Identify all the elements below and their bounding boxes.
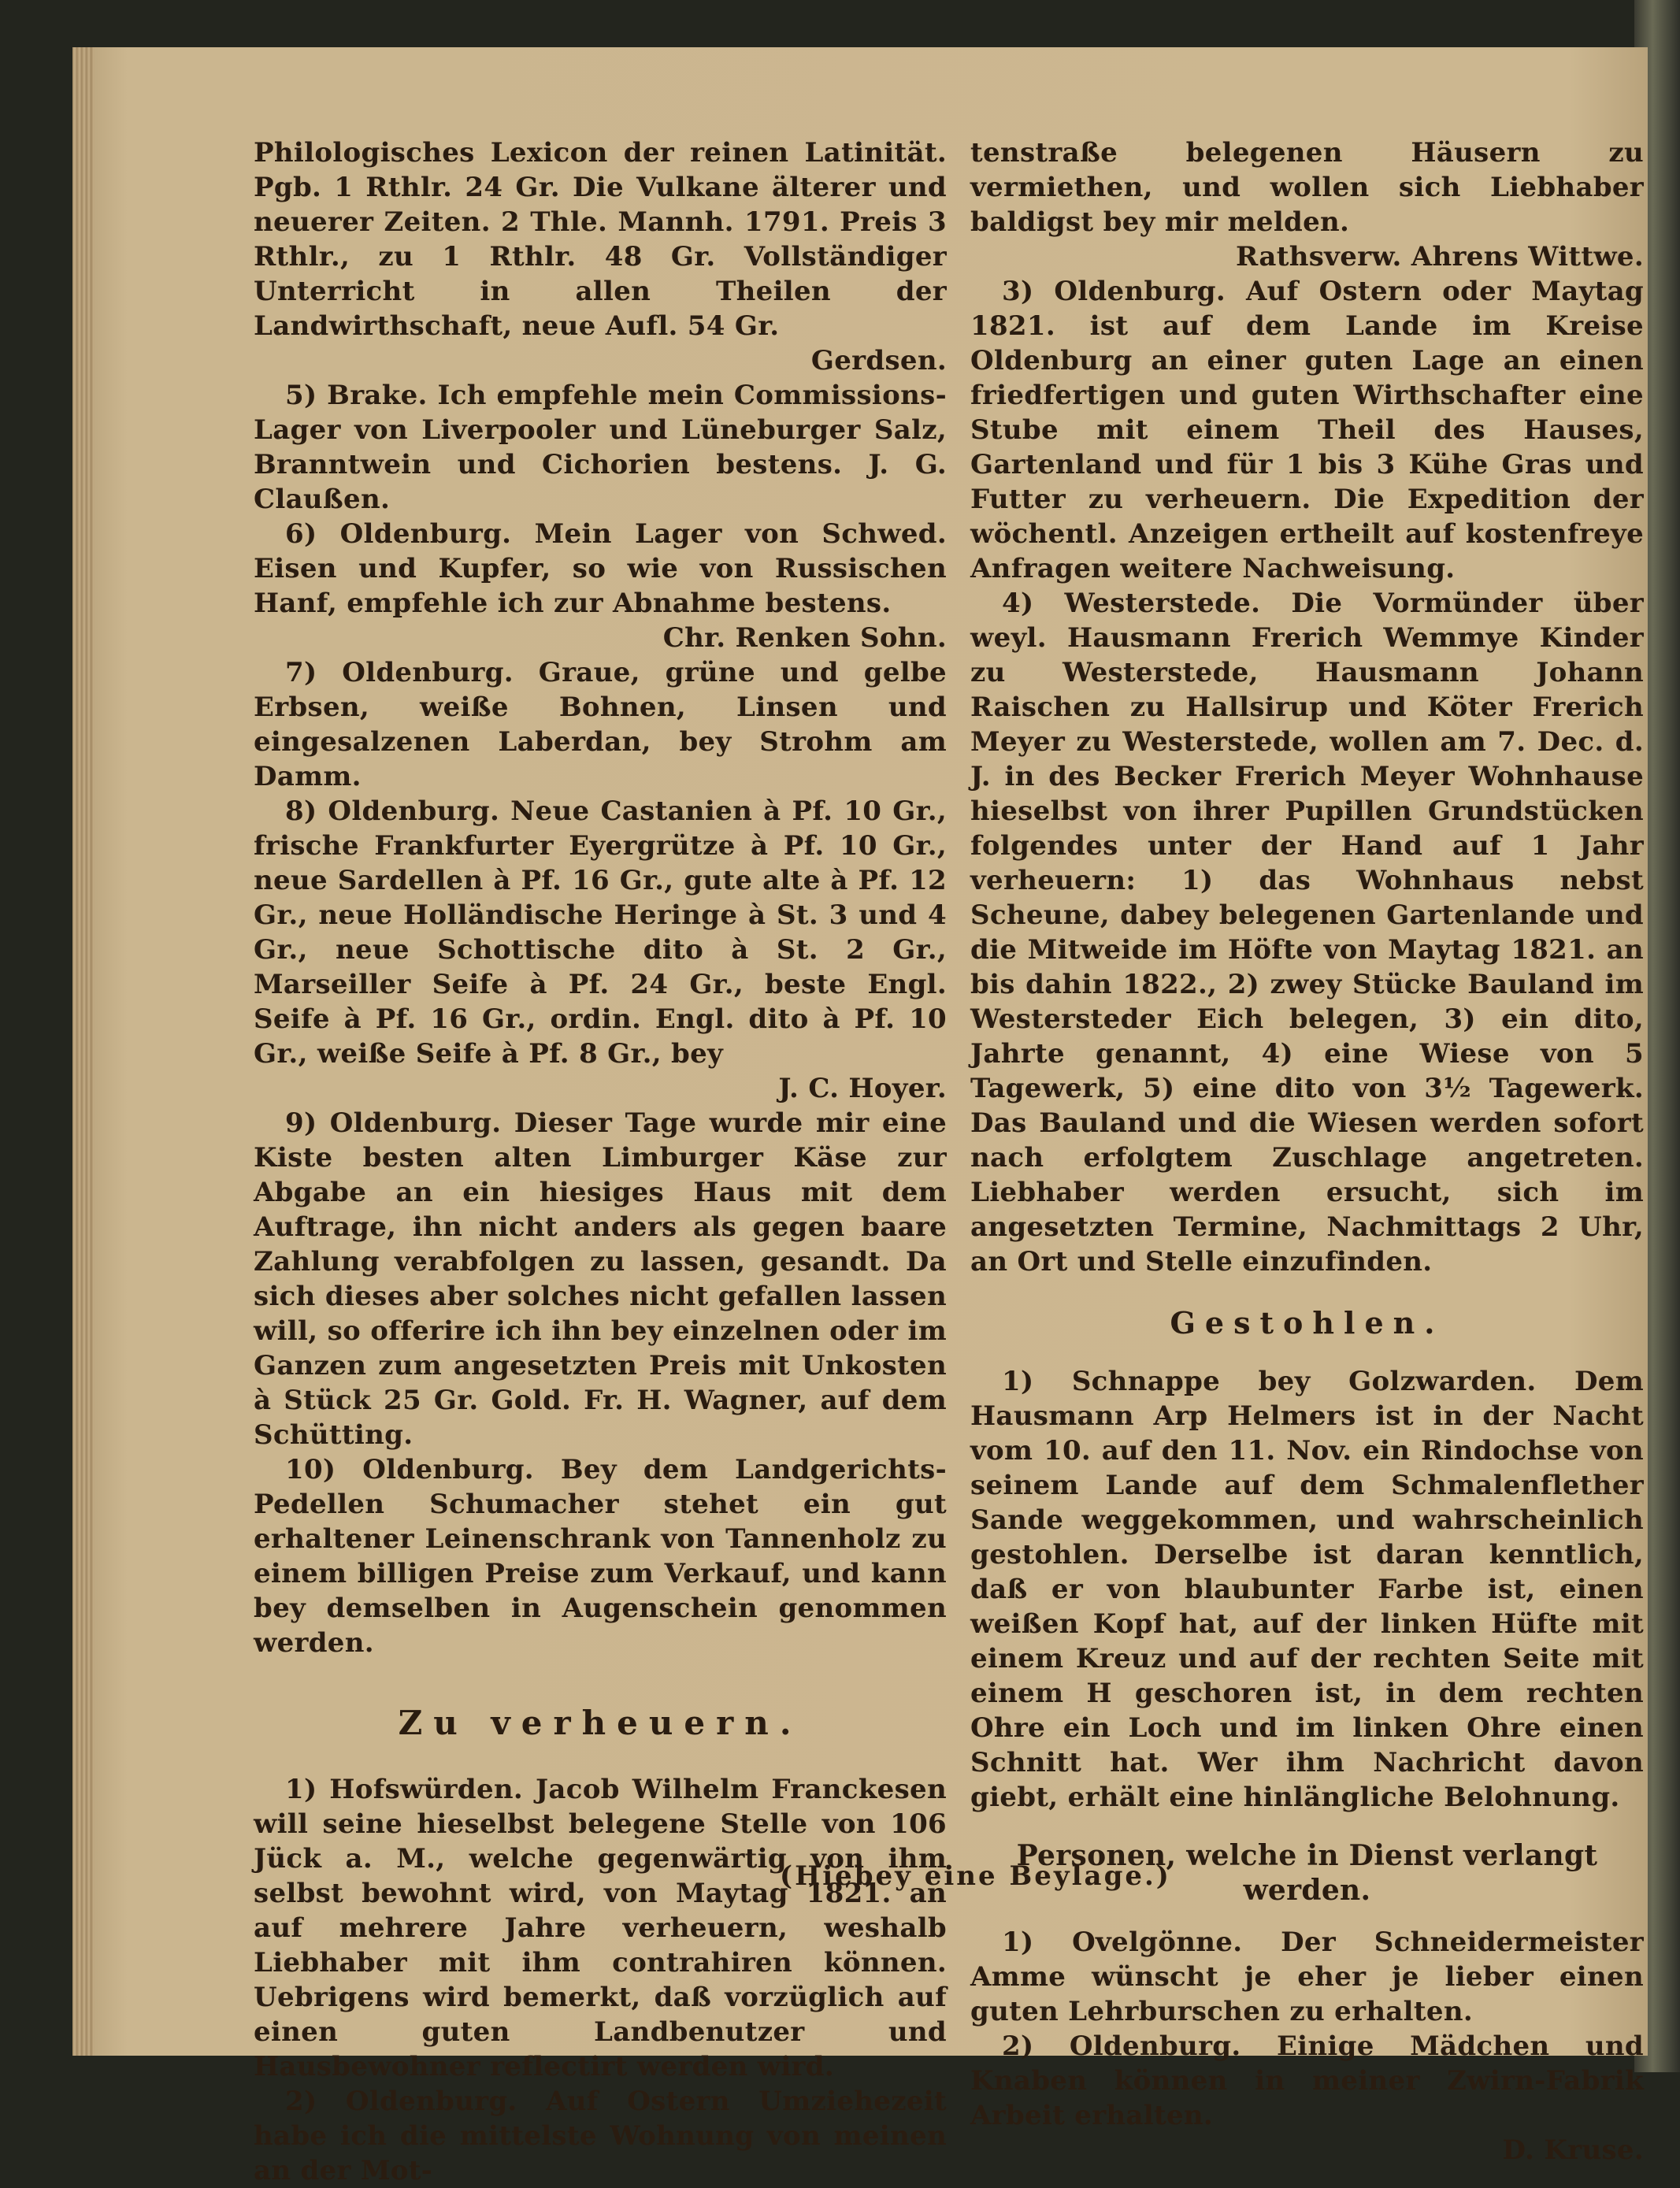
rent-oldenburg-3: 3) Oldenburg. Auf Ostern oder Maytag 1821. ist auf dem Lande im Kreise Oldenburg an einer guten Lage an einen friedfertigen und guten Wirthschafter eine Stube mit einem Theil des Hauses, Gartenland und für 1 bis 3 Kühe Gras und Futter zu verheuern. Die Expedition der wöchentl. Anzeigen ertheilt auf kostenfreye Anfragen weitere Nachweisung. — [970, 276, 1644, 584]
rent-westerstede: 4) Westerstede. Die Vormünder über weyl. Hausmann Frerich Wemmye Kinder zu Westerstede, Hausmann Johann Raischen zu Hallsirup und Köter Frerich Meyer zu Westerstede, wollen am 7. Dec. d. J. in des Becker Frerich Meyer Wohnhause hieselbst von ihrer Pupillen Grundstücken folgendes unter der Hand auf 1 Jahr verheuern: 1) das Wohnhaus nebst Scheune, dabey belegenen Gartenlande und die Mitweide im Höfte von Maytag 1821. an bis dahin 1822., 2) zwey Stücke Bauland im Westersteder Eich belegen, 3) ein dito, Jahrte genannt, 4) eine Wiese von 5 Tagewerk, 5) eine dito von 3½ Tagewerk. Das Bauland und die Wiesen werden sofort nach erfolgtem Zuschlage angetreten. Liebhaber werden ersucht, sich im angesetzten Termine, Nachmittags 2 Uhr, an Ort und Stelle einzufinden. — [970, 588, 1644, 1278]
page-edge — [72, 47, 95, 2056]
stolen-schnappe: 1) Schnappe bey Golzwarden. Dem Hausmann Arp Helmers ist in der Nacht vom 10. auf den 11. Nov. ein Rindochse von seinem Lande auf dem Schmalenflether Sande weggekommen, und wahrscheinlich gestohlen. Derselbe ist daran kenntlich, daß er von blaubunter Farbe ist, einen weißen Kopf hat, auf der linken Hüfte mit einem Kreuz und auf der rechten Seite mit einem H geschoren ist, in dem rechten Ohre ein Loch und im linken Ohre einen Schnitt hat. Wer ihm Nachricht davon giebt, erhält eine hinlängliche Belohnung. — [970, 1366, 1644, 1813]
ad-oldenburg-6: 6) Oldenburg. Mein Lager von Schwed. Eisen und Kupfer, so wie von Russischen Hanf, empfehle ich zur Abnahme bestens. — [254, 518, 947, 619]
book-list-paragraph: Philologisches Lexicon der reinen Latinität. Pgb. 1 Rthlr. 24 Gr. Die Vulkane älterer und neuerer Zeiten. 2 Thle. Mannh. 1791. Preis 3 Rthlr., zu 1 Rthlr. 48 Gr. Vollständiger Unterricht in allen Theilen der Landwirthschaft, neue Aufl. 54 Gr. — [254, 137, 947, 342]
ad-oldenburg-7: 7) Oldenburg. Graue, grüne und gelbe Erbsen, weiße Bohnen, Linsen und eingesalzenen Laberdan, bey Strohm am Damm. — [254, 657, 947, 792]
service-oldenburg: 2) Oldenburg. Einige Mädchen und Knaben können in meiner Zwirn-Fabrik Arbeit erhalten. — [970, 2030, 1644, 2131]
ad-oldenburg-9: 9) Oldenburg. Dieser Tage wurde mir eine Kiste besten alten Limburger Käse zur Abgabe an ein hiesiges Haus mit dem Auftrage, ihn nicht anders als gegen baare Zahlung verabfolgen zu lassen, gesandt. Da sich dieses aber solches nicht gefallen lassen will, so offerire ich ihn bey einzelnen oder im Ganzen zum angesetzten Preis mit Unkosten à Stück 25 Gr. Gold. Fr. H. Wagner, auf dem Schütting. — [254, 1107, 947, 1451]
ad-oldenburg-10: 10) Oldenburg. Bey dem Landgerichts-Pedellen Schumacher stehet ein gut erhaltener Leinenschrank von Tannenholz zu einem billigen Preise zum Verkauf, und kann bey demselben in Augenschein genommen werden. — [254, 1454, 947, 1659]
section-heading-service: Personen, welche in Dienst verlangt werden. — [1016, 1839, 1598, 1907]
signature-kruse: D. Kruse. — [1502, 2134, 1644, 2166]
section-heading-rent: Zu verheuern. — [398, 1704, 803, 1742]
rent-oldenburg-2: 2) Oldenburg. Auf Ostern Umziehezeit habe ich die mittelste Wohnung von meinen an der Mot- — [254, 2086, 947, 2186]
signature-renken: Chr. Renken Sohn. — [662, 622, 947, 654]
supplement-note: (Hiebey eine Beylage.) — [780, 1860, 1171, 1892]
ad-oldenburg-8: 8) Oldenburg. Neue Castanien à Pf. 10 Gr., frische Frankfurter Eyergrütze à Pf. 10 Gr., neue Sardellen à Pf. 16 Gr., gute alte à Pf. 12 Gr., neue Holländische Heringe à St. 3 und 4 Gr., neue Schottische dito à St. 2 Gr., Marseiller Seife à Pf. 24 Gr., beste Engl. Seife à Pf. 16 Gr., ordin. Engl. dito à Pf. 10 Gr., weiße Seife à Pf. 8 Gr., bey — [254, 795, 947, 1070]
signature-hoyer: J. C. Hoyer. — [778, 1073, 947, 1104]
service-ovelgoenne: 1) Ovelgönne. Der Schneidermeister Amme wünscht je eher je lieber einen guten Lehrburschen zu erhalten. — [970, 1927, 1644, 2027]
ad-brake: 5) Brake. Ich empfehle mein Commissions-Lager von Liverpooler und Lüneburger Salz, Branntwein und Cichorien bestens. J. G. Claußen. — [254, 380, 947, 515]
signature-ahrens: Rathsverw. Ahrens Wittwe. — [1236, 241, 1644, 273]
rent-hofswuerden: 1) Hofswürden. Jacob Wilhelm Franckesen will seine hieselbst belegene Stelle von 106 Jück a. M., welche gegenwärtig von ihm selbst bewohnt wird, von Maytag 1821. an auf mehrere Jahre verheuern, weshalb Liebhaber mit ihm contrahiren können. Uebrigens wird bemerkt, daß vorzüglich auf einen guten Landbenutzer und Hausbewohner reflectirt werden wird. — [254, 1774, 947, 2082]
signature-gerdsen: Gerdsen. — [810, 345, 947, 376]
section-heading-stolen: Gestohlen. — [1170, 1305, 1445, 1341]
rent-oldenburg-2-continued: tenstraße belegenen Häusern zu vermiethen, und wollen sich Liebhaber baldigst bey mir melden. — [970, 137, 1644, 238]
